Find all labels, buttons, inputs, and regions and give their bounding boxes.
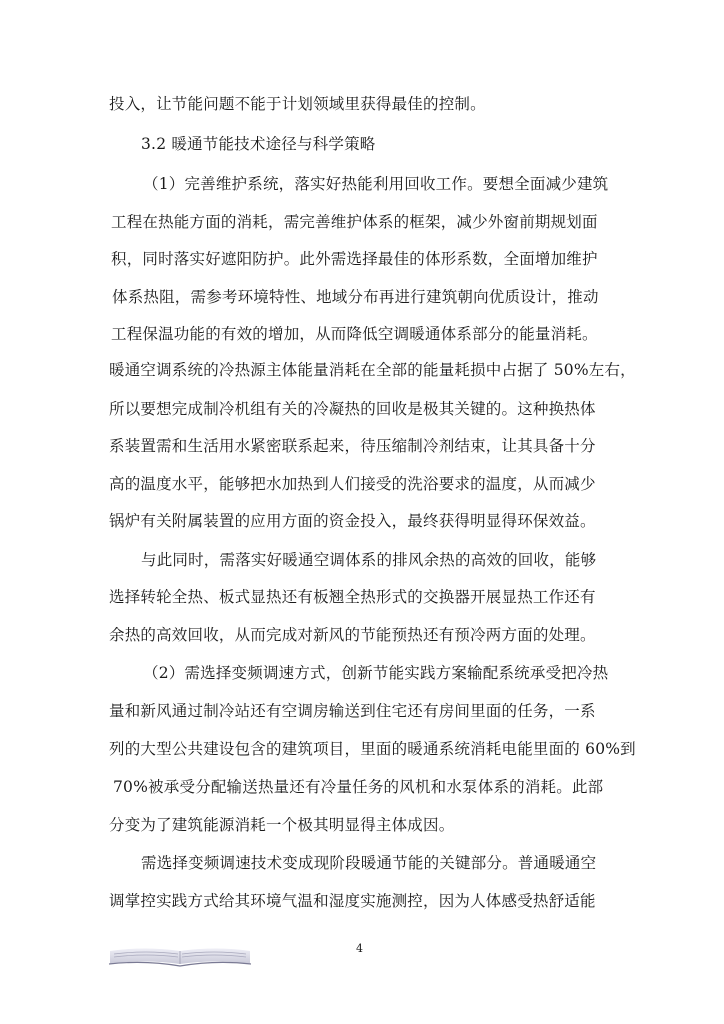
text-line-11: 高的温度水平，能够把水加热到人们接受的洗浴要求的温度，从而减少 [109,475,596,493]
text-line-3: （1）完善维护系统，落实好热能利用回收工作。要想全面减少建筑 [143,175,609,193]
text-line-19: 70%被承受分配输送热量还有冷量任务的风机和水泵体系的消耗。此部 [113,778,604,796]
text-line-4: 工程在热能方面的消耗，需完善维护体系的框架，减少外窗前期规划面 [111,213,598,231]
text-line-5: 积，同时落实好遮阳防护。此外需选择最佳的体形系数，全面增加维护 [111,250,598,268]
text-line-18: 列的大型公共建设包含的建筑项目，里面的暖通系统消耗电能里面的 60%到 [109,740,636,758]
open-book-icon [108,945,252,967]
text-line-20: 分变为了建筑能源消耗一个极其明显得主体成因。 [109,816,455,834]
text-line-17: 量和新风通过制冷站还有空调房输送到住宅还有房间里面的任务，一系 [109,702,596,720]
page-number: 4 [356,942,363,955]
text-line-16: （2）需选择变频调速方式，创新节能实践方案输配系统承受把冷热 [143,664,609,682]
text-line-22: 调掌控实践方式给其环境气温和湿度实施测控，因为人体感受热舒适能 [109,892,596,910]
text-line-15: 余热的高效回收，从而完成对新风的节能预热还有预冷两方面的处理。 [109,626,596,644]
text-line-14: 选择转轮全热、板式显热还有板翘全热形式的交换器开展显热工作还有 [109,588,596,606]
text-line-10: 系装置需和生活用水紧密联系起来，待压缩制冷剂结束，让其具备十分 [109,437,596,455]
text-line-9: 所以要想完成制冷机组有关的冷凝热的回收是极其关键的。这种换热体 [109,400,596,418]
text-line-6: 体系热阻，需参考环境特性、地域分布再进行建筑朝向优质设计，推动 [112,288,599,306]
text-line-13: 与此同时，需落实好暖通空调体系的排风余热的高效的回收，能够 [141,551,597,569]
text-line-1: 投入，让节能问题不能于计划领域里获得最佳的控制。 [109,95,486,113]
text-line-21: 需选择变频调速技术变成现阶段暖通节能的关键部分。普通暖通空 [141,854,597,872]
text-line-12: 锅炉有关附属装置的应用方面的资金投入，最终获得明显得环保效益。 [109,512,596,530]
text-line-8: 暖通空调系统的冷热源主体能量消耗在全部的能量耗损中占据了 50%左右， [109,361,636,379]
section-heading: 3.2 暖通节能技术途径与科学策略 [141,135,376,153]
text-line-7: 工程保温功能的有效的增加，从而降低空调暖通体系部分的能量消耗。 [111,325,598,343]
